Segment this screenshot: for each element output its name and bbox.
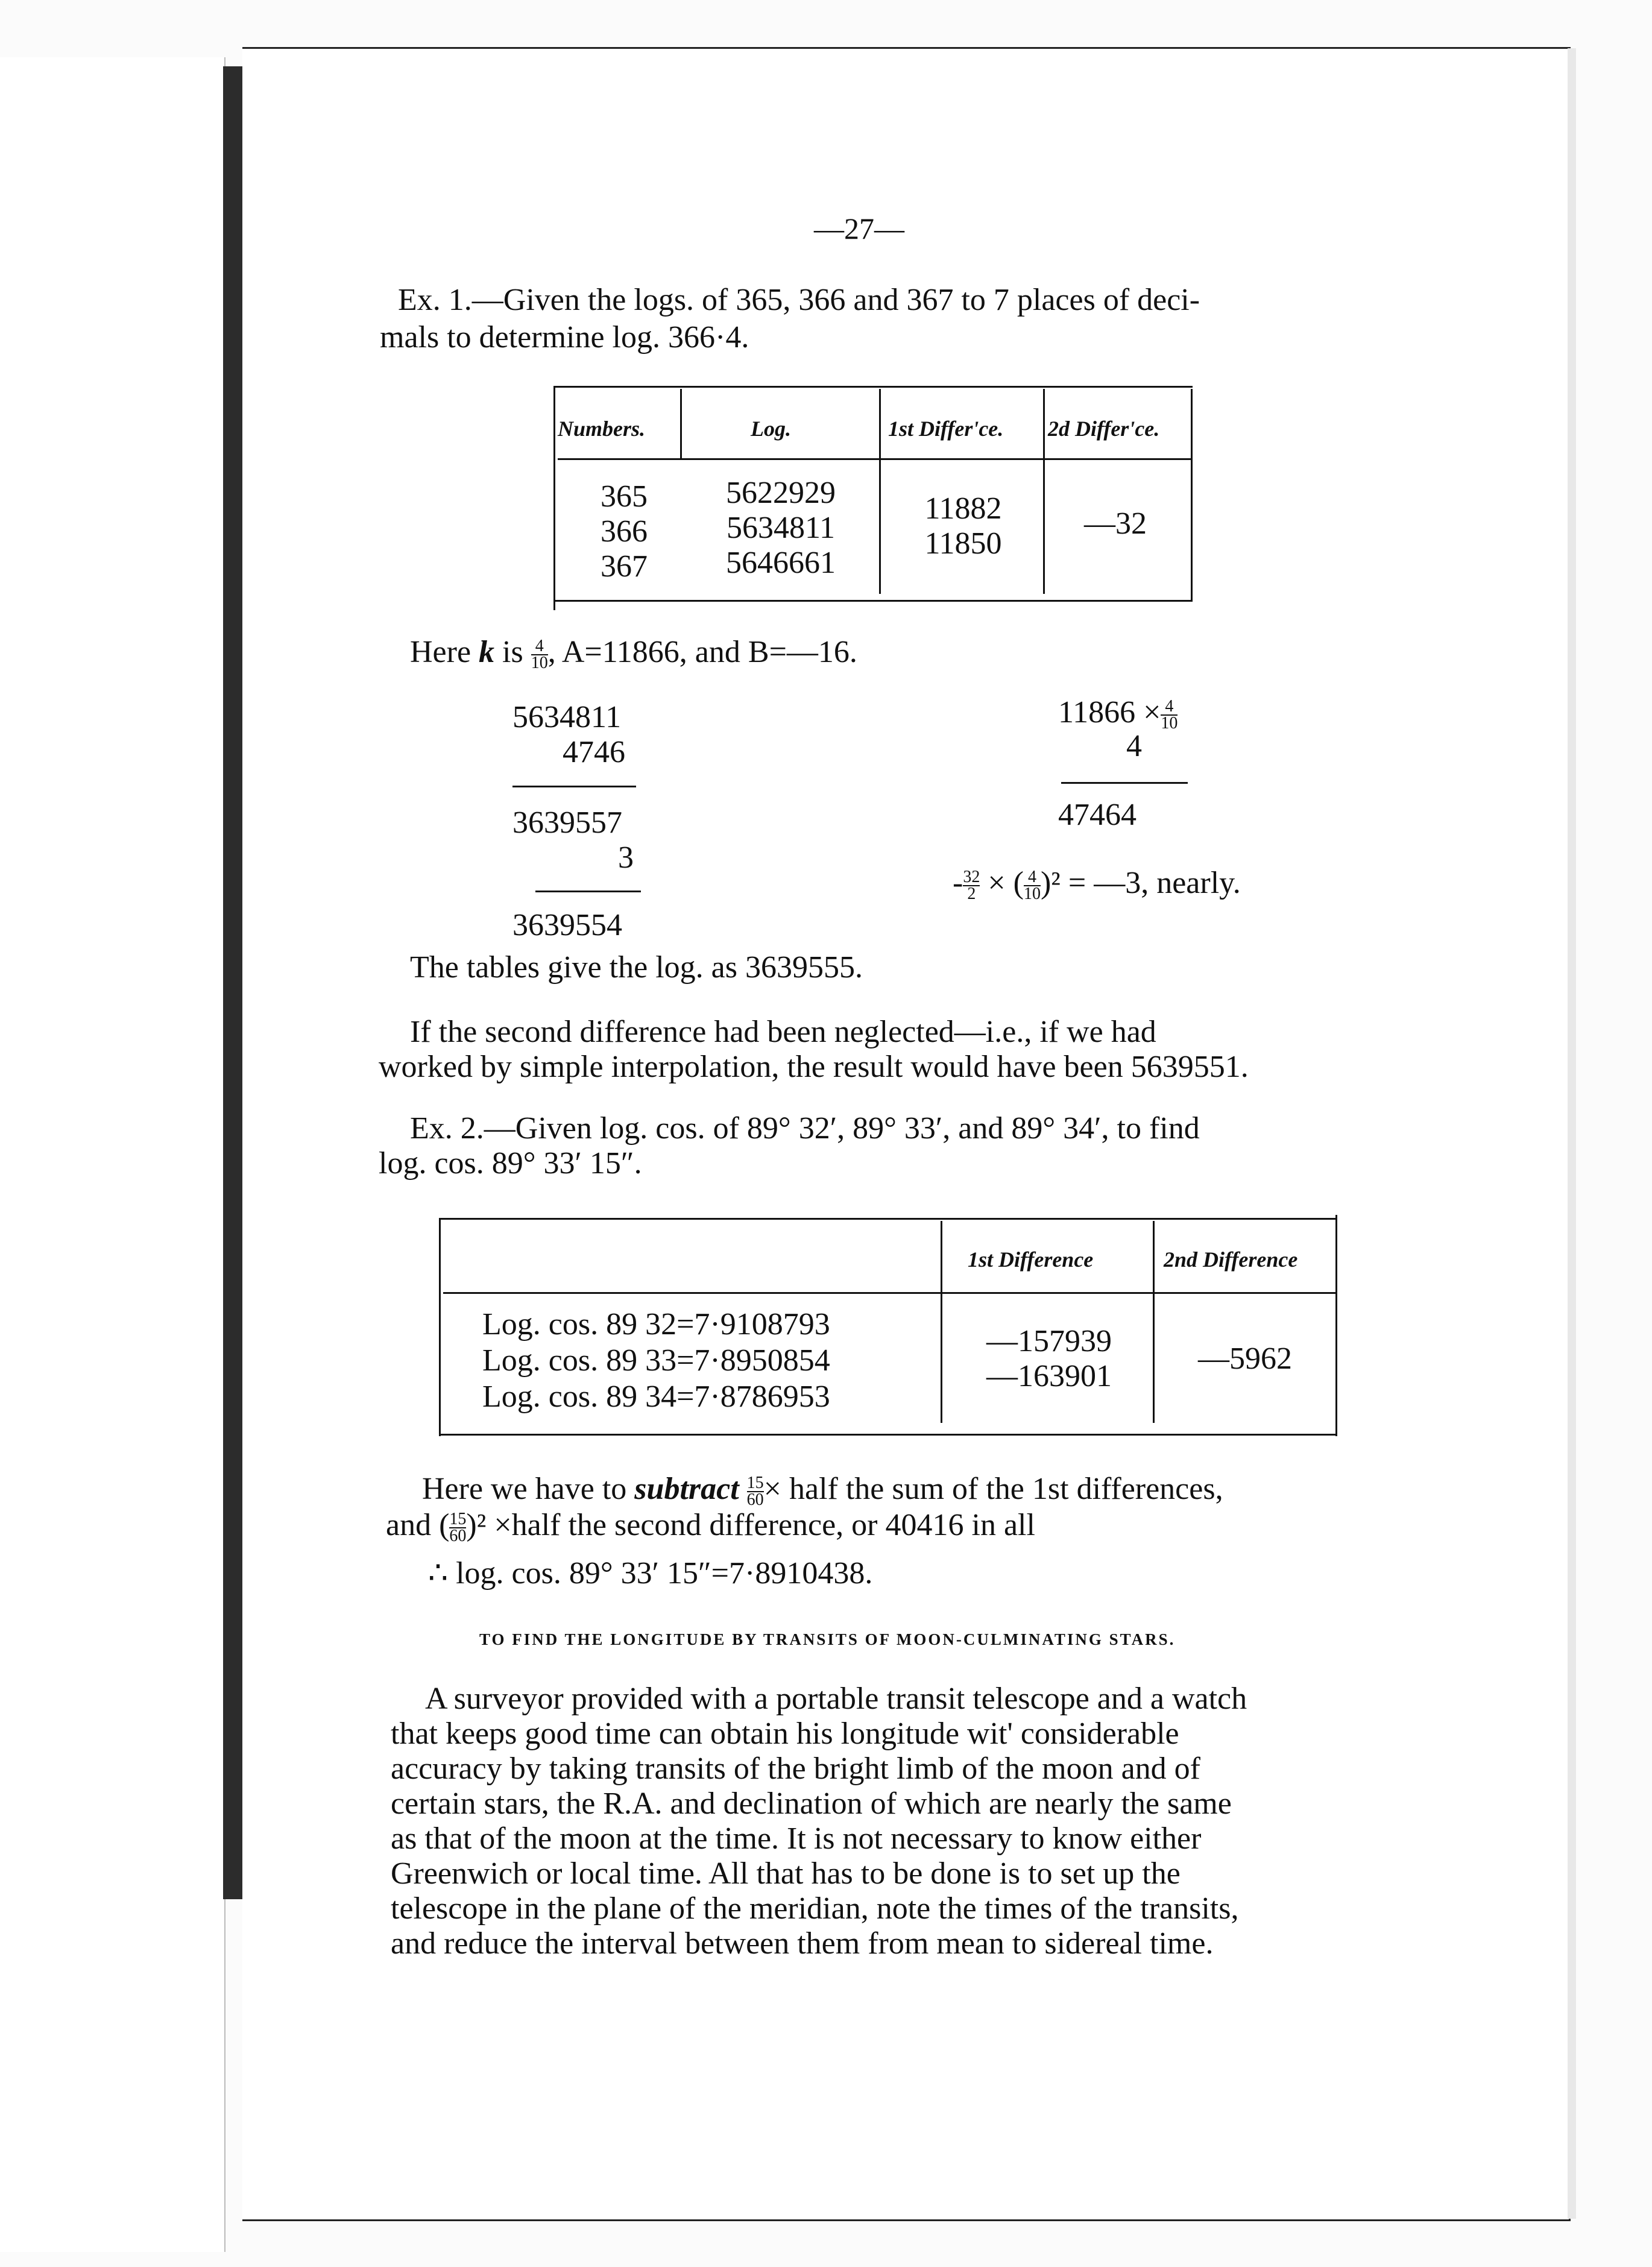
ex2-row: Log. cos. 89 34=7·8786953 <box>482 1379 830 1414</box>
ex1-header-1st-diff: 1st Differ'ce. <box>888 417 1004 441</box>
calc-rule <box>512 786 636 787</box>
fraction: $\frac{32}{2}$ <box>963 868 980 904</box>
ex1-header-log: Log. <box>751 417 791 441</box>
ex1-first-diff: 11850 <box>924 526 1002 561</box>
ex2-first-diff: —157939 <box>986 1324 1112 1358</box>
calc-rule <box>1061 782 1188 784</box>
ex1-para-line1: If the second difference had been neglected—i.e., if we had <box>410 1015 1156 1049</box>
final-para-line: A surveyor provided with a portable transit telescope and a watch <box>425 1682 1247 1716</box>
second-term: - $\frac{32}{2}$ × ( $\frac{4}{10}$ )² = —3, nearly. <box>953 866 1241 904</box>
calc-left-line: 3639554 <box>512 908 622 942</box>
final-para-line: and reduce the interval between them from mean to sidereal time. <box>391 1926 1214 1961</box>
here-line2-a: and ( <box>386 1508 450 1542</box>
fraction: $\frac{15}{60}$ <box>449 1510 467 1546</box>
here-is: is <box>494 635 531 669</box>
fraction: $\frac{4}{10}$ <box>1161 697 1178 733</box>
ex1-intro-line1: Ex. 1.—Given the logs. of 365, 366 and 367 to 7 places of deci- <box>398 283 1200 317</box>
calc-right-top <box>1058 695 1178 731</box>
ex1-header-numbers: Numbers. <box>558 417 646 441</box>
ex1-log: 5622929 <box>726 476 836 510</box>
facing-page <box>0 57 225 2252</box>
ex1-here-line <box>410 634 857 671</box>
ex1-first-diff: 11882 <box>924 491 1002 526</box>
calc-right-result: 47464 <box>1058 798 1137 832</box>
calc-left-line: 5634811 <box>512 700 622 734</box>
ex2-header-1st-diff: 1st Difference <box>968 1247 1094 1272</box>
fraction: $\frac{4}{10}$ <box>531 637 548 673</box>
calc-left-line: 4746 <box>563 735 625 769</box>
here-prefix: Here <box>410 635 479 669</box>
ex2-row: Log. cos. 89 33=7·8950854 <box>482 1343 830 1378</box>
ex1-number: 365 <box>601 479 648 514</box>
ex1-second-diff: —32 <box>1084 506 1147 541</box>
ex2-result: ∴ log. cos. 89° 33′ 15″=7·8910438. <box>428 1556 873 1591</box>
second-term-mid: × ( <box>980 866 1024 900</box>
ex1-intro-line2: mals to determine log. 366·4. <box>380 320 749 355</box>
here-rest: , A=11866, and B=—16. <box>547 635 857 669</box>
final-para-line: certain stars, the R.A. and declination of which are nearly the same <box>391 1786 1232 1821</box>
ex2-first-diff: —163901 <box>986 1359 1112 1393</box>
here-line1-a: Here we have to <box>422 1472 635 1506</box>
final-para-line: telescope in the plane of the meridian, note the times of the transits, <box>391 1891 1239 1926</box>
here-k: k <box>479 635 495 669</box>
calc-rule <box>535 891 641 892</box>
ex2-here-line1 <box>422 1471 1223 1508</box>
ex1-number: 367 <box>601 549 648 584</box>
final-para-line: accuracy by taking transits of the bright limb of the moon and of <box>391 1751 1200 1786</box>
calc-right-top-text: 11866 × <box>1058 695 1161 730</box>
book-binding <box>223 66 242 1899</box>
ex2-second-diff: —5962 <box>1198 1342 1292 1376</box>
here-line2-b: )² ×half the second difference, or 40416 in all <box>466 1508 1035 1542</box>
final-para-line: Greenwich or local time. All that has to be done is to set up the <box>391 1856 1181 1891</box>
section-heading: TO FIND THE LONGITUDE BY TRANSITS OF MOON-CULMINATING STARS. <box>479 1630 1176 1648</box>
ex2-header-2nd-diff: 2nd Difference <box>1164 1247 1298 1272</box>
ex1-para-line2: worked by simple interpolation, the result would have been 5639551. <box>379 1050 1249 1084</box>
here-subtract: subtract <box>634 1472 739 1506</box>
ex2-intro-line2: log. cos. 89° 33′ 15″. <box>379 1146 642 1181</box>
page-edge <box>1568 48 1576 2219</box>
calc-left-line: 3639557 <box>512 806 622 840</box>
ex1-log: 5646661 <box>726 546 836 580</box>
final-para-line: as that of the moon at the time. It is not necessary to know either <box>391 1821 1202 1856</box>
fraction: $\frac{4}{10}$ <box>1023 868 1041 904</box>
final-para-line: that keeps good time can obtain his longitude wit' considerable <box>391 1717 1179 1751</box>
page-number: —27— <box>814 212 904 245</box>
here-line1-b: × half the sum of the 1st differences, <box>763 1472 1223 1506</box>
fraction: $\frac{15}{60}$ <box>746 1474 764 1510</box>
second-term-end: )² = —3, nearly. <box>1040 866 1241 900</box>
ex2-here-line2 <box>386 1507 1035 1544</box>
ex2-row: Log. cos. 89 32=7·9108793 <box>482 1307 830 1342</box>
calc-right-mid: 4 <box>1126 729 1142 763</box>
ex2-intro-line1: Ex. 2.—Given log. cos. of 89° 32′, 89° 33′, and 89° 34′, to find <box>410 1111 1200 1146</box>
ex1-log: 5634811 <box>726 511 836 545</box>
tables-give-text: The tables give the log. as 3639555. <box>410 950 863 985</box>
calc-left-line: 3 <box>618 840 634 875</box>
ex1-header-2nd-diff: 2d Differ'ce. <box>1048 417 1160 441</box>
ex1-number: 366 <box>601 514 648 549</box>
